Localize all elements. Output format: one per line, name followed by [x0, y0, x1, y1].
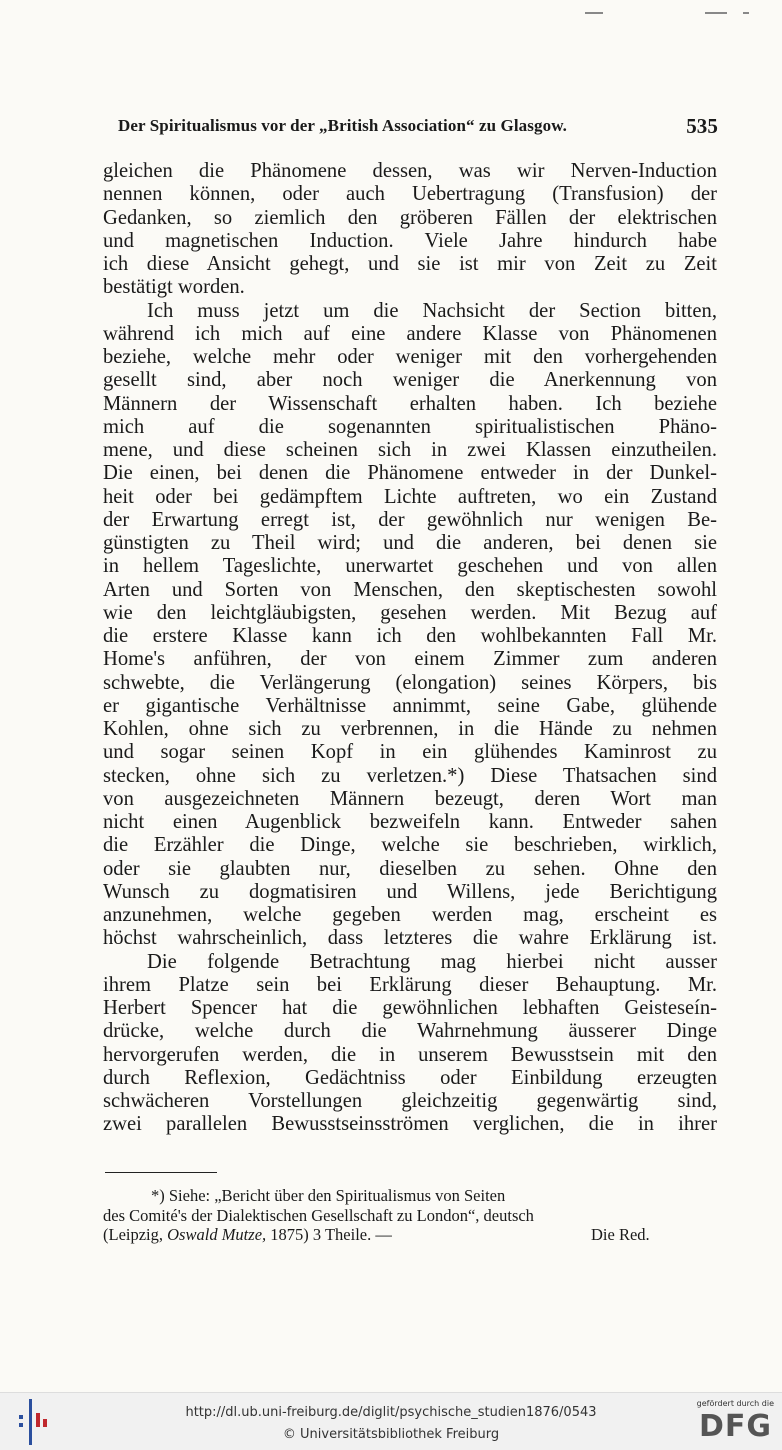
text-line: Gedanken, so ziemlich den gröberen Fällen der elektrischen [103, 206, 717, 229]
text-line: gesellt sind, aber noch weniger die Anerkennung von [103, 369, 717, 392]
text-line: der Erwartung erregt ist, der gewöhnlich nur wenigen Be- [103, 508, 717, 531]
footnote-signature: Die Red. [591, 1225, 650, 1244]
text-line: schwächeren Vorstellungen gleichzeitig gegenwärtig sind, [103, 1090, 717, 1112]
text-line: die Erzähler die Dinge, welche sie beschrieben, wirklich, [103, 834, 717, 857]
text-line: Arten und Sorten von Menschen, den skeptischesten sowohl [103, 578, 717, 601]
text-line: Home's anführen, der von einem Zimmer zum anderen [103, 648, 717, 671]
text-line: Herbert Spencer hat die gewöhnlichen lebhaften Geisteseín- [103, 997, 717, 1019]
text-line: von ausgezeichneten Männern bezeugt, deren Wort man [103, 787, 717, 810]
text-line: die erstere Klasse kann ich den wohlbekannten Fall Mr. [103, 625, 717, 647]
footnote-line [103, 1225, 719, 1245]
footnote-line: *) Siehe: „Bericht über den Spiritualismus von Seiten [151, 1186, 506, 1205]
footnote-line: des Comité's der Dialektischen Gesellschaft zu London“, deutsch [103, 1205, 534, 1225]
page-number: 535 [686, 114, 718, 138]
footnote [103, 1186, 719, 1245]
text-line: höchst wahrscheinlich, dass letzteres die wahre Erklärung ist. [103, 927, 717, 950]
footnote-publisher: Oswald Mutze, [167, 1225, 267, 1244]
text-line: günstigten zu Theil wird; und die anderen, bei denen sie [103, 532, 717, 554]
text-line: Kohlen, ohne sich zu verbrennen, in die Hände zu nehmen [103, 718, 717, 740]
footnote-text: (Leipzig, [103, 1225, 168, 1244]
text-line: wie den leichtgläubigsten, gesehen werden. Mit Bezug auf [103, 601, 717, 624]
running-title: Der Spiritualismus vor der „British Association“ zu Glasgow. [118, 116, 567, 135]
text-line: mich auf die sogenannten spiritualistischen Phäno- [103, 415, 717, 438]
text-line: ihrem Platze sein bei Erklärung dieser Behauptung. Mr. [103, 973, 717, 996]
text-line: in hellem Tageslichte, unerwartet geschehen und von allen [103, 555, 717, 578]
viewer-footer [0, 1392, 782, 1450]
text-line: gleichen die Phänomene dessen, was wir Nerven-Induction [103, 160, 717, 182]
document-url[interactable]: http://dl.ub.uni-freiburg.de/diglit/psychische_studien1876/0543 [185, 1405, 597, 1420]
copyright-notice: © Universitätsbibliothek Freiburg [282, 1427, 500, 1442]
text-line: während ich mich auf eine andere Klasse von Phänomenen [103, 322, 717, 345]
text-line: heit oder bei gedämpftem Lichte auftreten, wo ein Zustand [103, 485, 717, 508]
running-header [118, 114, 718, 138]
text-line: Ich muss jetzt um die Nachsicht der Section bitten, [147, 299, 717, 322]
text-line: hervorgerufen werden, die in unserem Bewusstsein mit den [103, 1043, 717, 1066]
text-line: oder sie glaubten nur, dieselben zu sehen. Ohne den [103, 857, 717, 880]
text-line: durch Reflexion, Gedächtniss oder Einbildung erzeugten [103, 1066, 717, 1089]
text-line: und sogar seinen Kopf in ein glühendes Kaminrost zu [103, 741, 717, 764]
text-line: ich diese Ansicht gehegt, und sie ist mir von Zeit zu Zeit [103, 253, 717, 275]
text-line: nennen können, oder auch Uebertragung (Transfusion) der [103, 183, 717, 206]
footnote-text: 1875) 3 Theile. — [266, 1225, 392, 1244]
dfg-logo: DFG [698, 1409, 772, 1444]
text-line: stecken, ohne sich zu verletzen.*) Diese Thatsachen sind [103, 764, 717, 787]
text-line: Die einen, bei denen die Phänomene entweder in der Dunkel- [103, 462, 717, 485]
text-line: er gigantische Verhältnisse annimmt, seine Gabe, glühende [103, 694, 717, 717]
body-text [103, 160, 717, 1137]
scan-mark [705, 12, 727, 14]
scan-mark [585, 12, 603, 14]
text-line: Die folgende Betrachtung mag hierbei nicht ausser [147, 950, 717, 973]
text-line: nicht einen Augenblick bezweifeln kann. Entweder sahen [103, 811, 717, 833]
text-line: bestätigt worden. [103, 276, 245, 299]
text-line: Männern der Wissenschaft erhalten haben. Ich beziehe [103, 392, 717, 415]
text-line: mene, und diese scheinen sich in zwei Klassen einzutheilen. [103, 439, 717, 461]
text-line: und magnetischen Induction. Viele Jahre hindurch habe [103, 229, 717, 252]
text-line: anzunehmen, welche gegeben werden mag, erscheint es [103, 904, 717, 926]
text-line: beziehe, welche mehr oder weniger mit den vorhergehenden [103, 346, 717, 368]
funding-note: gefördert durch die [696, 1399, 774, 1408]
text-line: zwei parallelen Bewusstseinsströmen verglichen, die in ihrer [103, 1113, 717, 1136]
text-line: drücke, welche durch die Wahrnehmung äusserer Dinge [103, 1020, 717, 1043]
footnote-rule [105, 1172, 217, 1173]
text-line: Wunsch zu dogmatisiren und Willens, jede Berichtigung [103, 880, 717, 903]
scan-mark [743, 12, 749, 14]
text-line: schwebte, die Verlängerung (elongation) seines Körpers, bis [103, 671, 717, 694]
